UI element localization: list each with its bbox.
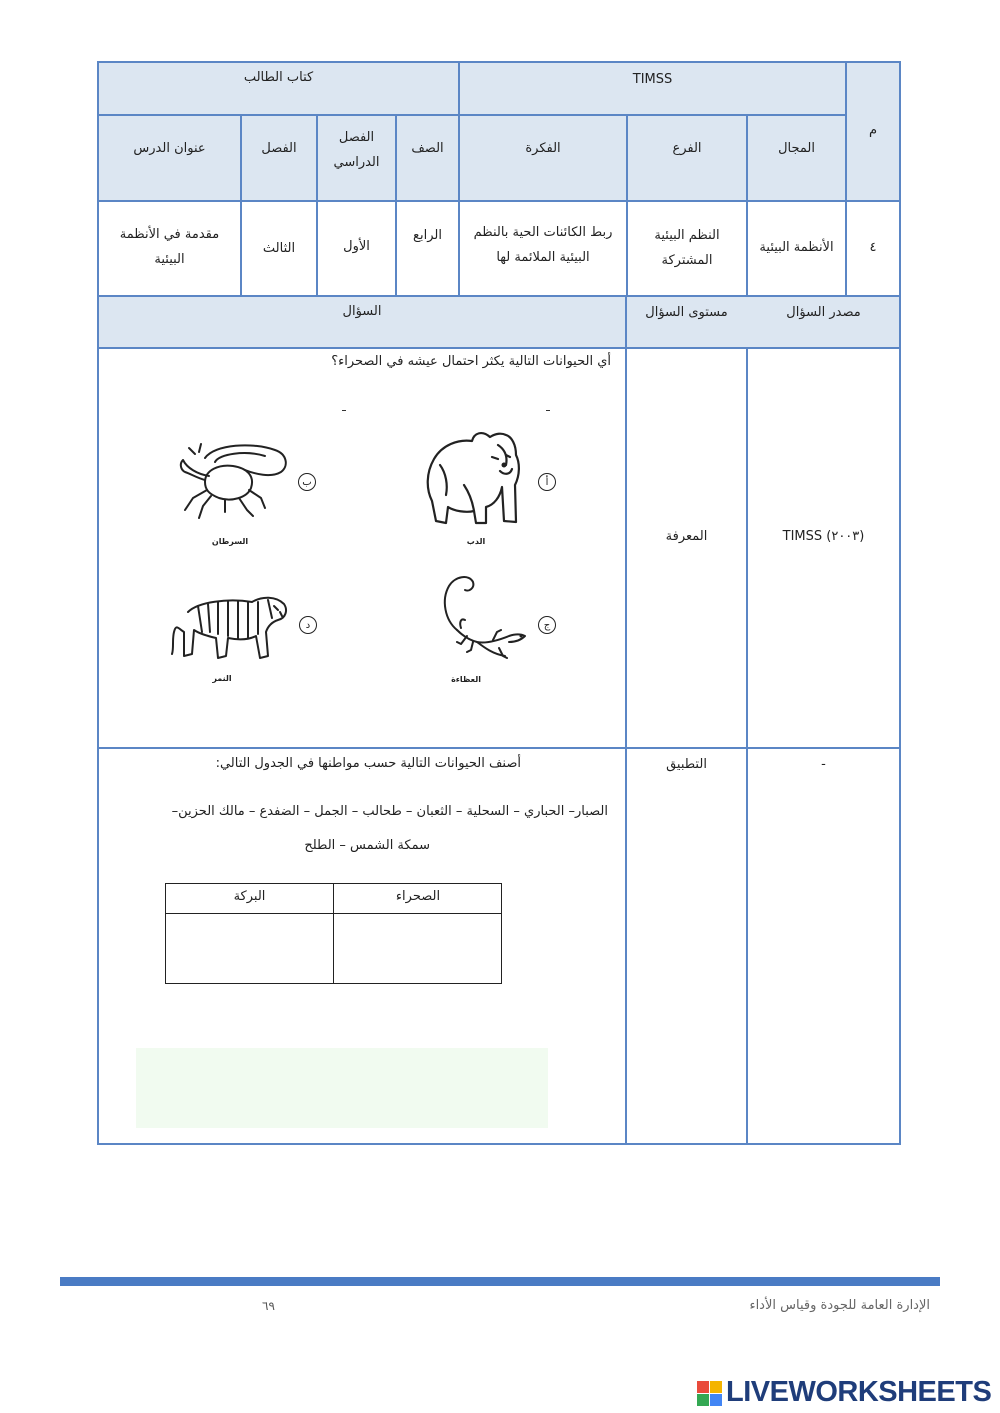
row-lesson: مقدمة في الأنظمة البيئية [119,227,220,267]
option-c-caption: العظاءة [451,675,481,684]
option-b-caption: السرطان [211,537,249,546]
q2-source: - [821,756,826,772]
chapter-header: الفصل [261,140,297,156]
row-grade: الرابع [413,227,442,243]
timss-header: TIMSS [632,71,673,87]
tiger-image [168,588,293,663]
lizard-image [435,570,530,665]
bear-image [420,425,530,530]
pond-column-header: البركة [233,889,266,904]
option-c-marker[interactable]: ج [538,616,556,634]
stray-dash [546,410,550,411]
liveworksheets-logo-icon [697,1381,723,1407]
student-book-header: كتاب الطالب [243,69,314,85]
source-header: مصدر السؤال [786,304,861,320]
domain-header: المجال [778,140,815,156]
row-number: ٤ [869,240,877,256]
brand-name[interactable]: LIVEWORKSHEETS [726,1376,992,1408]
row-domain: الأنظمة البيئية [759,240,834,256]
lesson-title-header: عنوان الدرس [133,140,206,156]
org-name: الإدارة العامة للجودة وقياس الأداء [749,1298,930,1313]
crab-image [175,440,295,522]
footer-bar [60,1277,940,1286]
habitat-table [165,883,502,984]
idea-header: الفكرة [525,140,561,156]
semester-header: الفصل الدراسي [333,130,380,170]
row-chapter: الثالث [262,240,296,256]
branch-header: الفرع [672,140,702,156]
page-number: ٦٩ [262,1299,275,1313]
number-header: م [868,123,878,139]
question-header: السؤال [342,303,382,319]
row-idea: ربط الكائنات الحية بالنظم البيئية الملائمة لها [473,225,613,265]
q1-source: TIMSS (٢٠٠٣) [782,528,865,544]
option-a-caption: الدب [466,537,486,546]
q1-level: المعرفة [665,528,708,544]
row-branch: النظم البيئية المشتركة [654,227,720,268]
level-header: مستوى السؤال [645,304,728,320]
desert-column-header: الصحراء [395,889,441,904]
q2-list-line1: الصبار– الحباري – السحلية – الثعبان – طحالب – الجمل – الضفدع – مالك الحزين– [171,804,608,819]
q1-text: أي الحيوانات التالية يكثر احتمال عيشه في الصحراء؟ [331,354,611,369]
answer-input-area[interactable] [136,1048,548,1128]
option-d-caption: النمر [212,674,232,683]
q2-text: أصنف الحيوانات التالية حسب مواطنها في الجدول التالي: [215,756,521,771]
option-a-marker[interactable]: أ [538,473,556,491]
grade-header: الصف [411,140,444,156]
desert-answer-cell[interactable] [334,914,502,984]
option-b-marker[interactable]: ب [298,473,316,491]
q2-level: التطبيق [666,756,707,772]
pond-answer-cell[interactable] [166,914,333,984]
row-semester: الأول [343,238,370,254]
option-d-marker[interactable]: د [299,616,317,634]
stray-dash [342,410,346,411]
q2-list-line2: سمكة الشمس – الطلح [304,838,430,853]
